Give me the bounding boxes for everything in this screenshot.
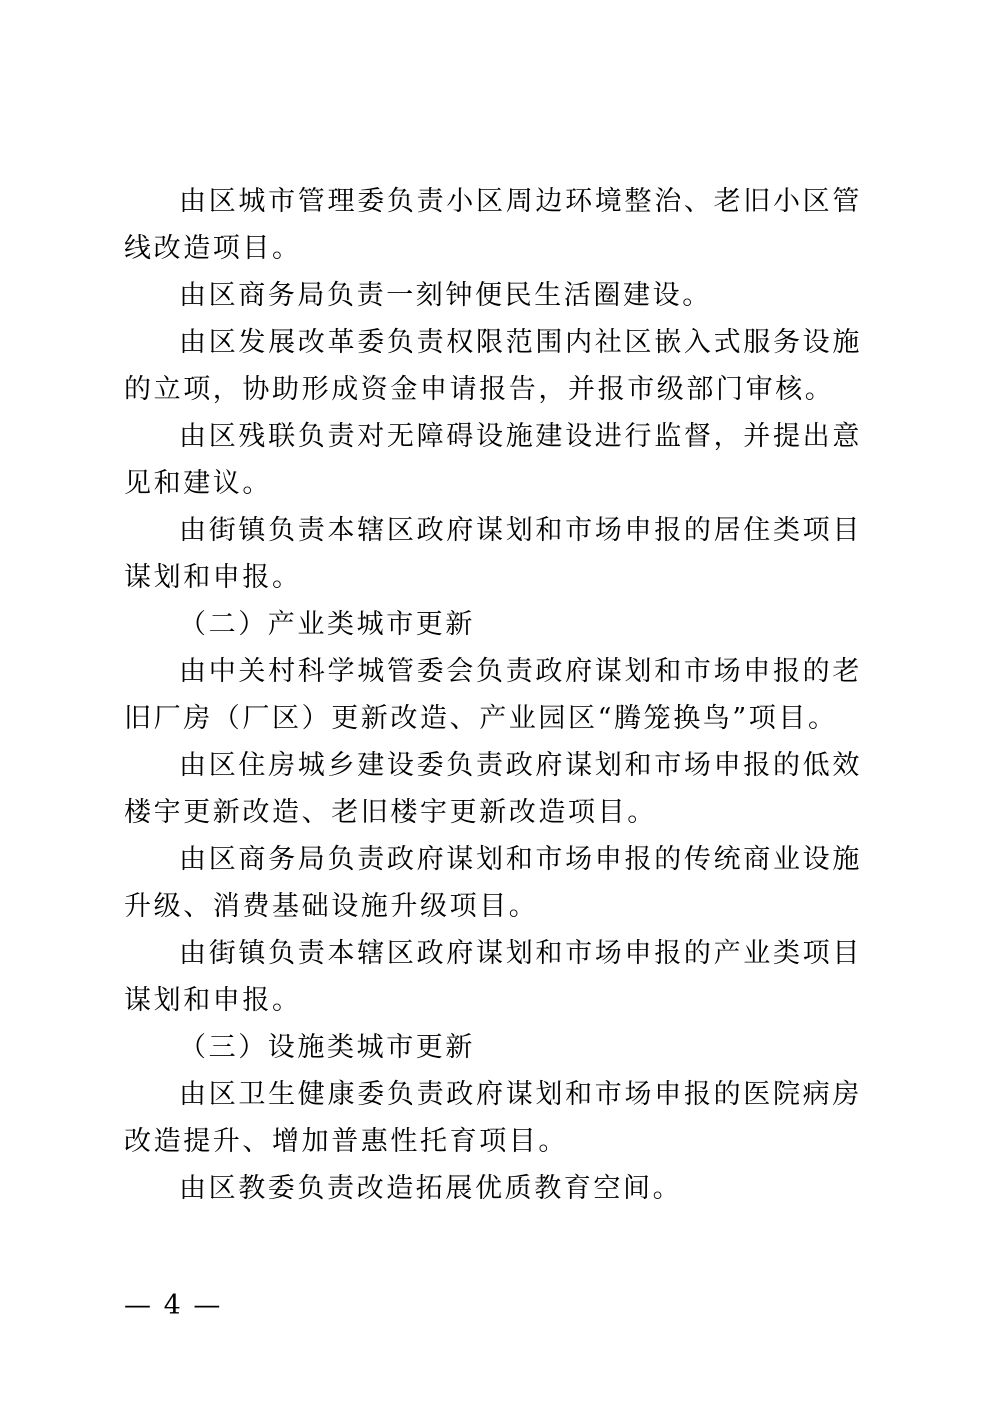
section-heading-facilities: （三）设施类城市更新 xyxy=(179,1032,475,1063)
paragraph-city-management: 由区城市管理委负责小区周边环境整治、老旧小区管线改造项目。 xyxy=(124,186,862,264)
paragraph-education-commission: 由区教委负责改造拓展优质教育空间。 xyxy=(179,1173,683,1204)
page-number: — 4 — xyxy=(124,1290,223,1321)
paragraph-commerce-bureau: 由区商务局负责一刻钟便民生活圈建设。 xyxy=(179,280,712,311)
paragraph-commerce-upgrade: 由区商务局负责政府谋划和市场申报的传统商业设施升级、消费基础设施升级项目。 xyxy=(124,844,862,922)
paragraph-disabled-federation: 由区残联负责对无障碍设施建设进行监督，并提出意见和建议。 xyxy=(124,421,862,499)
paragraph-development-reform: 由区发展改革委负责权限范围内社区嵌入式服务设施的立项，协助形成资金申请报告，并报市级部门审核。 xyxy=(124,327,862,405)
section-heading-industrial: （二）产业类城市更新 xyxy=(179,609,475,640)
paragraph-street-town-residential: 由街镇负责本辖区政府谋划和市场申报的居住类项目谋划和申报。 xyxy=(124,515,862,593)
paragraph-street-town-industrial: 由街镇负责本辖区政府谋划和市场申报的产业类项目谋划和申报。 xyxy=(124,938,862,1016)
paragraph-health-commission: 由区卫生健康委负责政府谋划和市场申报的医院病房改造提升、增加普惠性托育项目。 xyxy=(124,1079,862,1157)
document-body xyxy=(124,178,862,1212)
paragraph-housing-construction: 由区住房城乡建设委负责政府谋划和市场申报的低效楼宇更新改造、老旧楼宇更新改造项目。 xyxy=(124,750,862,828)
paragraph-zhongguancun: 由中关村科学城管委会负责政府谋划和市场申报的老旧厂房（厂区）更新改造、产业园区“腾笼换鸟”项目。 xyxy=(124,656,862,734)
